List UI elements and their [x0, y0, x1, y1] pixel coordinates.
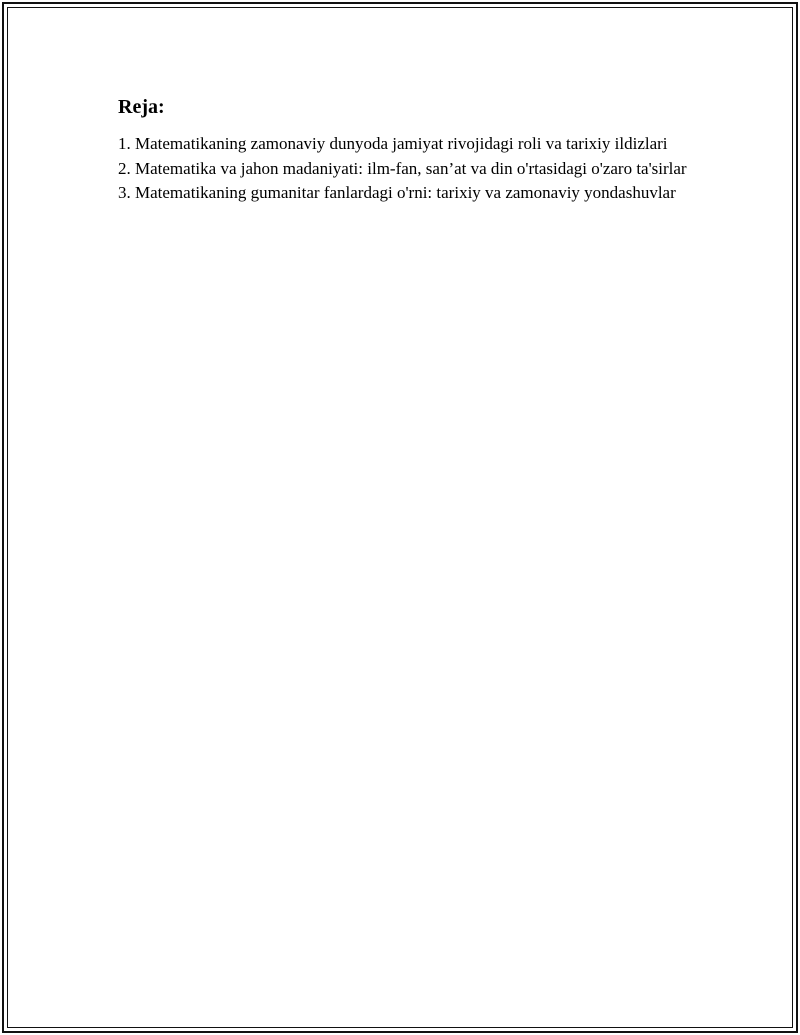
- plan-item-2: 2. Matematika va jahon madaniyati: ilm-fan, san’at va din o'rtasidagi o'zaro ta'sirlar: [118, 158, 687, 178]
- plan-item-1: 1. Matematikaning zamonaviy dunyoda jamiyat rivojidagi roli va tarixiy ildizlari: [118, 134, 668, 153]
- document-content: [118, 94, 688, 206]
- plan-item-3: 3. Matematikaning gumanitar fanlardagi o'rni: tarixiy va zamonaviy yondashuvlar: [118, 183, 676, 202]
- plan-heading: Reja:: [118, 96, 165, 118]
- plan-list: [118, 132, 688, 206]
